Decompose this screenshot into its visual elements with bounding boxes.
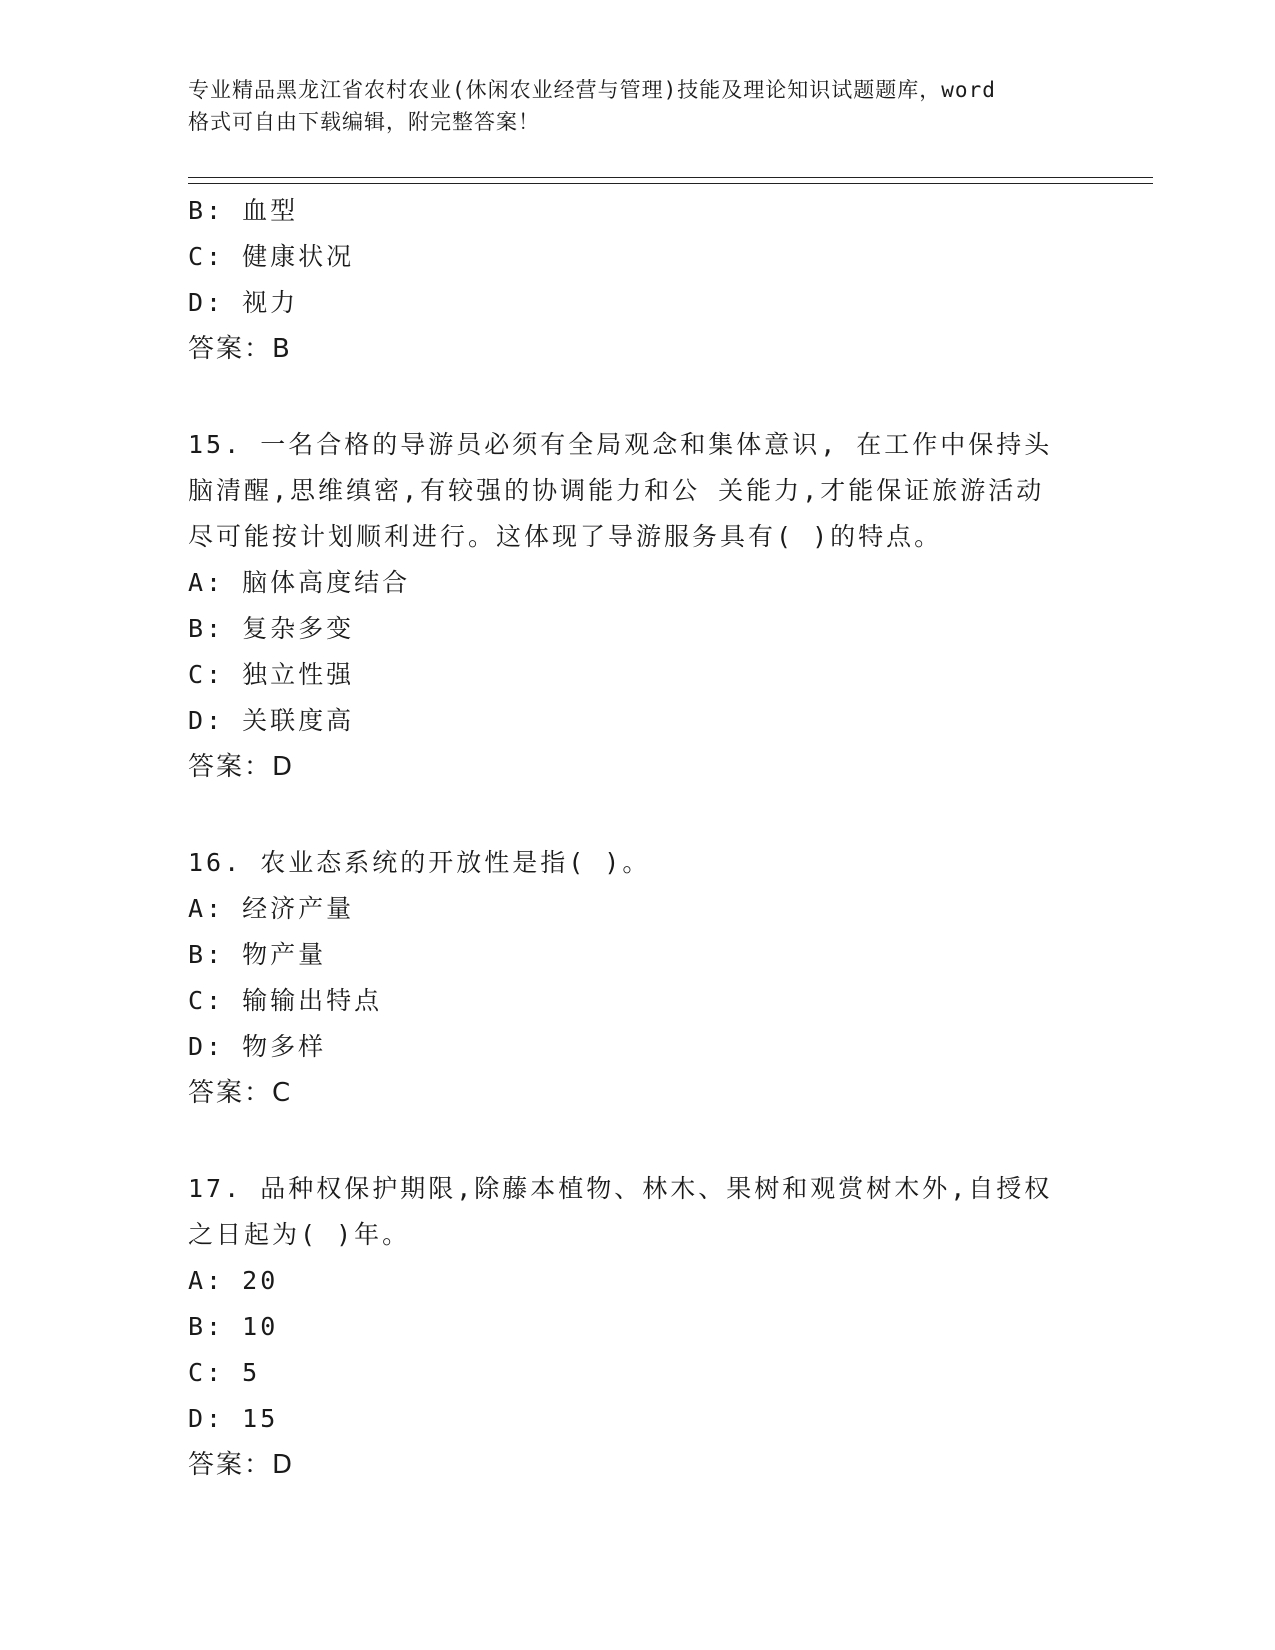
option-a: A: 经济产量 [188, 894, 355, 923]
question-17 [188, 1166, 1068, 1488]
question-text-line: 脑清醒,思维缜密,有较强的协调能力和公 关能力,才能保证旅游活动 [188, 476, 1045, 505]
option-c: C: 输输出特点 [188, 986, 383, 1015]
option-a: A: 脑体高度结合 [188, 568, 411, 597]
option-c: C: 5 [188, 1358, 261, 1387]
answer-line: 答案：C [188, 1078, 293, 1108]
option-b: B: 10 [188, 1312, 279, 1341]
header-line-1: 专业精品黑龙江省农村农业(休闲农业经营与管理)技能及理论知识试题题库，word [188, 78, 996, 102]
question-list [188, 188, 1068, 1488]
option-d: D: 视力 [188, 288, 299, 317]
option-d: D: 关联度高 [188, 706, 355, 735]
answer-line: 答案：D [188, 1450, 295, 1480]
question-text [188, 422, 1068, 560]
question-16 [188, 840, 1068, 1116]
option-c: C: 独立性强 [188, 660, 355, 689]
question-text-line: 之日起为( )年。 [188, 1220, 411, 1249]
header-double-rule [188, 177, 1153, 184]
question-text-line: 17. 品种权保护期限,除藤本植物、林木、果树和观赏树木外,自授权 [188, 1174, 1053, 1203]
answer-line: 答案：D [188, 752, 295, 782]
option-d: D: 15 [188, 1404, 279, 1433]
option-a: A: 20 [188, 1266, 279, 1295]
option-b: B: 复杂多变 [188, 614, 355, 643]
page-header [188, 74, 1088, 138]
option-c: C: 健康状况 [188, 242, 355, 271]
question-text-line: 15. 一名合格的导游员必须有全局观念和集体意识, 在工作中保持头 [188, 430, 1053, 459]
answer-line: 答案：B [188, 334, 292, 364]
header-line-2: 格式可自由下载编辑，附完整答案！ [188, 110, 540, 134]
option-b: B: 物产量 [188, 940, 327, 969]
question-text [188, 1166, 1068, 1258]
option-d: D: 物多样 [188, 1032, 327, 1061]
question-text-line: 16. 农业态系统的开放性是指( )。 [188, 848, 651, 877]
question-text [188, 840, 1068, 886]
question-text-line: 尽可能按计划顺利进行。这体现了导游服务具有( )的特点。 [188, 522, 943, 551]
option-b: B: 血型 [188, 196, 299, 225]
question-15 [188, 422, 1068, 790]
previous-question-tail [188, 188, 1068, 372]
